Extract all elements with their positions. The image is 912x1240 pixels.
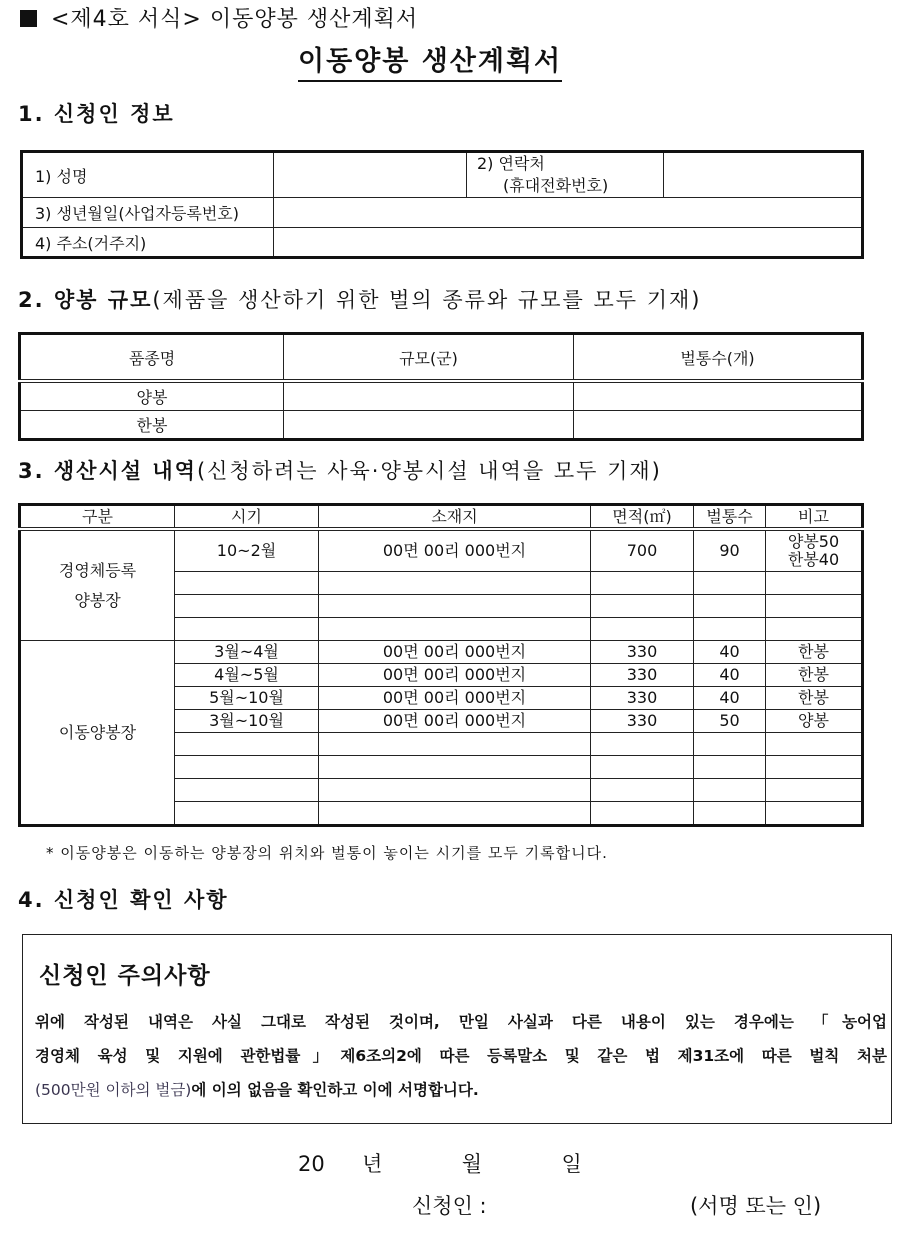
header-hives: 벌통수(개) [574,334,863,382]
hives-cell[interactable] [694,802,766,826]
hives-field[interactable] [574,411,863,440]
area-cell[interactable]: 330 [591,641,694,664]
form-number-label [20,2,418,33]
period-cell[interactable]: 3월~4월 [175,641,319,664]
month-label: 월 [461,1152,483,1176]
period-cell[interactable] [175,572,319,595]
hives-cell[interactable] [694,733,766,756]
section3-title-bold: 3. 생산시설 내역 [18,459,197,483]
period-cell[interactable]: 3월~10월 [175,710,319,733]
header-variety: 품종명 [20,334,284,382]
section2-title [18,284,701,314]
location-cell[interactable]: 00면 00리 000번지 [319,641,591,664]
area-cell[interactable] [591,572,694,595]
area-cell[interactable] [591,756,694,779]
year-prefix: 20 [298,1152,325,1176]
location-cell[interactable] [319,733,591,756]
header-area: 면적(㎡) [591,505,694,530]
header-location: 소재지 [319,505,591,530]
note-cell[interactable]: 한봉 [766,687,863,710]
hives-cell[interactable]: 40 [694,641,766,664]
variety-cell: 한봉 [20,411,284,440]
period-cell[interactable] [175,595,319,618]
birth-field[interactable] [274,198,863,228]
header-hives: 벌통수 [694,505,766,530]
location-cell[interactable] [319,802,591,826]
period-cell[interactable] [175,733,319,756]
location-cell[interactable] [319,779,591,802]
note-cell[interactable] [766,529,863,572]
category-line1: 경영체등록 [58,560,137,580]
note-line2: 한봉40 [787,550,840,569]
hives-cell[interactable] [694,595,766,618]
document-title: 이동양봉 생산계획서 [298,44,562,82]
period-cell[interactable]: 10~2월 [175,529,319,572]
hives-cell[interactable]: 40 [694,687,766,710]
period-cell[interactable] [175,618,319,641]
note-cell[interactable]: 양봉 [766,710,863,733]
notice-line2: 경영체 육성 및 지원에 관한법률」제6조의2에 따른 등록말소 및 같은 법 제31조에 따른 벌칙 처분 [35,1047,887,1065]
category-mobile-apiary: 이동양봉장 [20,641,175,826]
date-line [298,1148,582,1178]
variety-cell: 양봉 [20,381,284,411]
section4-title: 4. 신청인 확인 사항 [18,888,229,912]
note-cell[interactable] [766,595,863,618]
section3-title-sub: (신청하려는 사육·양봉시설 내역을 모두 기재) [196,459,662,483]
area-cell[interactable] [591,779,694,802]
table-row [20,381,863,411]
contact-field[interactable] [664,152,863,198]
hives-cell[interactable]: 90 [694,529,766,572]
note-cell[interactable]: 한봉 [766,664,863,687]
table-row [20,641,863,664]
table-row [20,529,863,572]
form-label-text: <제4호 서식> 이동양봉 생산계획서 [51,7,419,32]
area-cell[interactable] [591,802,694,826]
note-line1: 양봉50 [787,532,840,551]
area-cell[interactable] [591,733,694,756]
penalty-note: (500만원 이하의 벌금) [35,1081,192,1099]
note-cell[interactable] [766,802,863,826]
scale-field[interactable] [284,411,574,440]
area-cell[interactable] [591,618,694,641]
area-cell[interactable] [591,595,694,618]
applicant-label: 신청인 : [412,1194,487,1218]
table-row [20,411,863,440]
signature-line [412,1190,821,1220]
hives-cell[interactable]: 50 [694,710,766,733]
location-cell[interactable]: 00면 00리 000번지 [319,529,591,572]
category-registered-apiary [20,529,175,641]
header-scale: 규모(군) [284,334,574,382]
hives-cell[interactable] [694,779,766,802]
hives-cell[interactable] [694,572,766,595]
period-cell[interactable] [175,779,319,802]
note-cell[interactable] [766,733,863,756]
header-note: 비고 [766,505,863,530]
square-bullet-icon [20,10,37,27]
contact-label [467,152,664,198]
note-cell[interactable] [766,572,863,595]
contact-label-line1: 2) 연락처 [477,154,545,173]
note-cell[interactable] [766,779,863,802]
header-period: 시기 [175,505,319,530]
notice-line3-text: 에 이의 없음을 확인하고 이에 서명합니다. [191,1081,479,1099]
birth-label: 3) 생년월일(사업자등록번호) [22,198,274,228]
location-cell[interactable] [319,618,591,641]
notice-line3 [35,1073,479,1107]
area-cell[interactable]: 330 [591,710,694,733]
section2-title-sub: (제품을 생산하기 위한 벌의 종류와 규모를 모두 기재) [152,288,702,312]
location-cell[interactable]: 00면 00리 000번지 [319,664,591,687]
notice-title: 신청인 주의사항 [39,963,211,989]
production-facility-table [18,503,864,827]
hives-field[interactable] [574,381,863,411]
period-cell[interactable] [175,802,319,826]
section2-title-bold: 2. 양봉 규모 [18,288,153,312]
area-cell[interactable]: 330 [591,687,694,710]
day-label: 일 [561,1152,582,1176]
applicant-info-table [20,150,864,259]
area-cell[interactable]: 330 [591,664,694,687]
applicant-notice-box [22,934,892,1124]
area-cell[interactable]: 700 [591,529,694,572]
location-cell[interactable] [319,572,591,595]
location-cell[interactable] [319,595,591,618]
period-cell[interactable]: 4월~5월 [175,664,319,687]
year-label: 년 [362,1152,383,1176]
section3-title [18,455,662,485]
sign-hint: (서명 또는 인) [689,1194,822,1218]
location-cell[interactable] [319,756,591,779]
period-cell[interactable]: 5월~10월 [175,687,319,710]
hives-cell[interactable] [694,756,766,779]
section1-title: 1. 신청인 정보 [18,102,175,126]
note-cell[interactable] [766,618,863,641]
period-cell[interactable] [175,756,319,779]
scale-field[interactable] [284,381,574,411]
hives-cell[interactable]: 40 [694,664,766,687]
beekeeping-scale-table [18,332,864,441]
note-cell[interactable] [766,756,863,779]
location-cell[interactable]: 00면 00리 000번지 [319,710,591,733]
name-field[interactable] [274,152,467,198]
header-category: 구분 [20,505,175,530]
name-label: 1) 성명 [22,152,274,198]
mobile-apiary-footnote: * 이동양봉은 이동하는 양봉장의 위치와 벌통이 놓이는 시기를 모두 기록합니다. [46,844,608,862]
location-cell[interactable]: 00면 00리 000번지 [319,687,591,710]
hives-cell[interactable] [694,618,766,641]
category-line2: 양봉장 [74,590,121,610]
contact-label-line2: (휴대전화번호) [503,176,609,195]
notice-line1: 위에 작성된 내역은 사실 그대로 작성된 것이며, 만일 사실과 다른 내용이 있는 경우에는 「농어업 [35,1013,887,1031]
address-label: 4) 주소(거주지) [22,228,274,258]
address-field[interactable] [274,228,863,258]
note-cell[interactable]: 한봉 [766,641,863,664]
